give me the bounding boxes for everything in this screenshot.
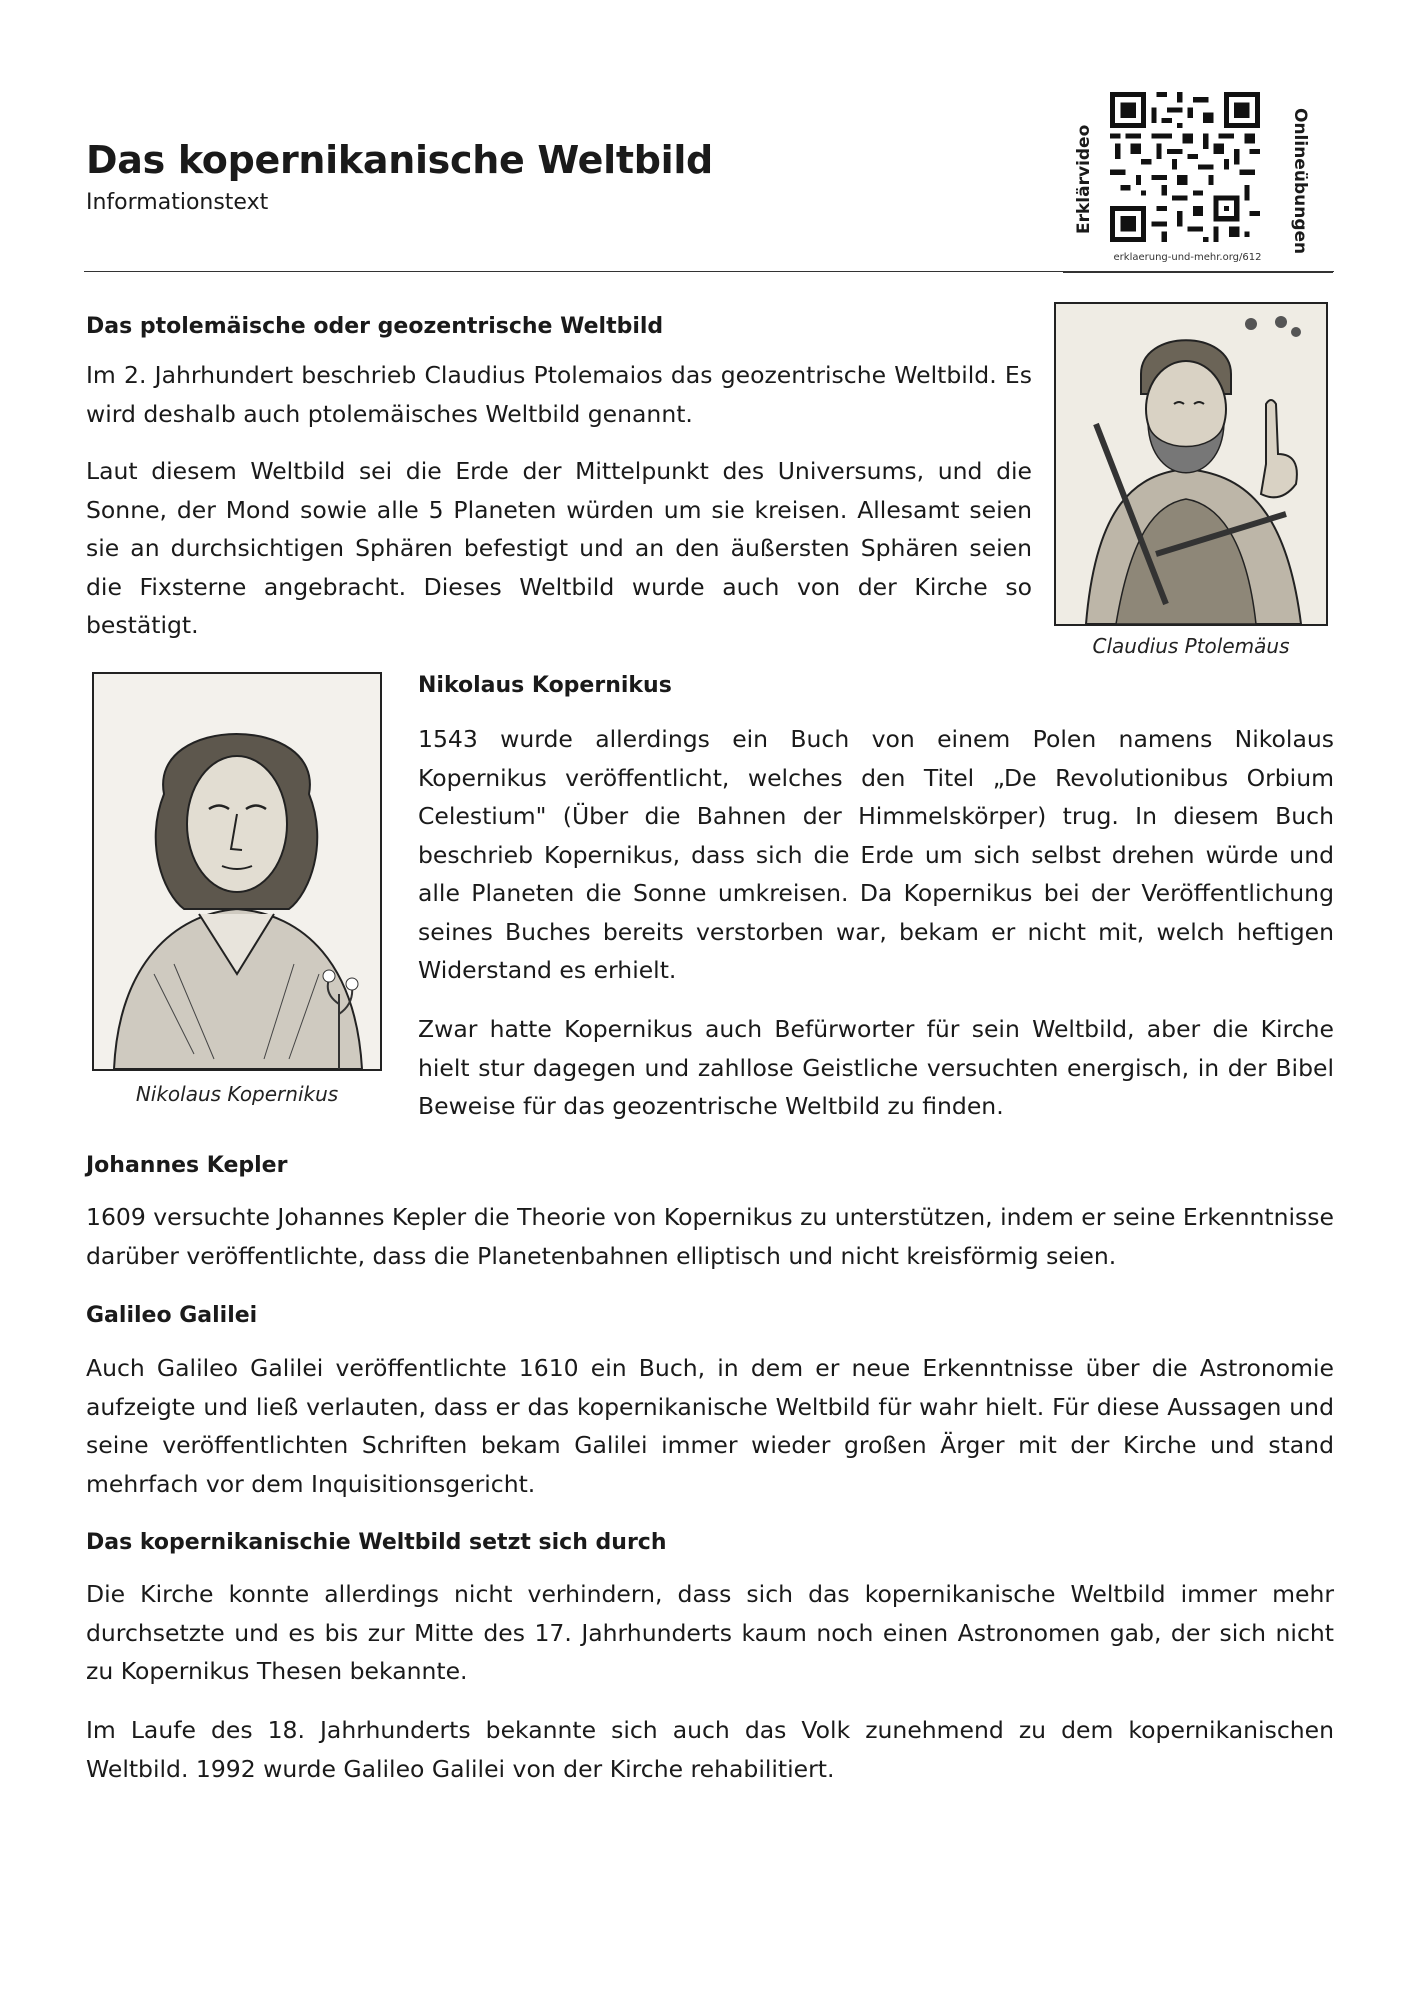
qr-code-icon[interactable]	[1110, 92, 1260, 242]
paragraph: Auch Galileo Galilei veröffentlichte 1610 ein Buch, in dem er neue Erkenntnisse über die Astronomie aufzeigte und ließ verlauten, dass er das kopernikanische Weltbild für wahr hielt. Für diese Aussagen und seine veröffentlichten Schriften bekam Galilei immer wieder großen Ärger mit der Kirche und stand mehrfach vor dem Inquisitionsgericht.	[86, 1354, 1334, 1498]
ptolemy-portrait-icon	[1056, 304, 1326, 624]
paragraph: 1609 versuchte Johannes Kepler die Theorie von Kopernikus zu unterstützen, indem er seine Erkenntnisse darüber veröffentlichte, dass die Planetenbahnen elliptisch und nicht kreisförmig seien.	[86, 1203, 1335, 1270]
qr-video-label: Erklärvideo	[1074, 124, 1094, 234]
section-heading-ptolemaic: Das ptolemäische oder geozentrische Weltbild	[86, 314, 664, 339]
copernicus-caption: Nikolaus Kopernikus	[135, 1082, 339, 1106]
qr-url: erklaerung-und-mehr.org/612	[1113, 252, 1262, 263]
page-subtitle: Informationstext	[86, 190, 269, 215]
section-heading-copernicus: Nikolaus Kopernikus	[418, 673, 672, 698]
paragraph: Laut diesem Weltbild sei die Erde der Mittelpunkt des Universums, und die Sonne, der Mond sowie alle 5 Planeten würden um sie kreisen. Allesamt seien sie an durchsichtigen Sphären befestigt und an den äußersten Sphären seien die Fixsterne angebracht. Dieses Weltbild wurde auch von der Kirche so bestätigt.	[86, 457, 1032, 639]
section-heading-galilei: Galileo Galilei	[86, 1303, 258, 1328]
copernicus-portrait-icon	[94, 674, 380, 1069]
paragraph: Zwar hatte Kopernikus auch Befürworter für sein Weltbild, aber die Kirche hielt stur dagegen und zahllose Geistliche versuchten energisch, in der Bibel Beweise für das geozentrische Weltbild zu finden.	[418, 1015, 1334, 1120]
header-divider	[84, 271, 1334, 272]
paragraph: 1543 wurde allerdings ein Buch von einem Polen namens Nikolaus Kopernikus veröffentlicht, welches den Titel „De Revolutionibus Orbium Celestium" (Über die Bahnen der Himmelskörper) trug. In diesem Buch beschrieb Kopernikus, dass sich die Erde um sich selbst drehen würde und alle Planeten die Sonne umkreisen. Da Kopernikus bei der Veröffentlichung seines Buches bereits verstorben war, bekam er nicht mit, welch heftigen Widerstand es erhielt.	[418, 725, 1334, 984]
page-title: Das kopernikanische Weltbild	[86, 138, 713, 182]
paragraph: Die Kirche konnte allerdings nicht verhindern, dass sich das kopernikanische Weltbild immer mehr durchsetzte und es bis zur Mitte des 17. Jahrhunderts kaum noch einen Astronomen gab, der sich nicht zu Kopernikus Thesen bekannte.	[86, 1580, 1334, 1685]
paragraph: Im 2. Jahrhundert beschrieb Claudius Ptolemaios das geozentrische Weltbild. Es wird deshalb auch ptolemäisches Weltbild genannt.	[86, 361, 1032, 428]
section-heading-kepler: Johannes Kepler	[86, 1153, 288, 1178]
ptolemy-portrait	[1054, 302, 1328, 626]
paragraph: Im Laufe des 18. Jahrhunderts bekannte sich auch das Volk zunehmend zu dem kopernikanischen Weltbild. 1992 wurde Galileo Galilei von der Kirche rehabilitiert.	[86, 1716, 1334, 1783]
section-heading-breakthrough: Das kopernikanischie Weltbild setzt sich durch	[86, 1530, 667, 1555]
copernicus-portrait	[92, 672, 382, 1071]
qr-exercises-label: Onlineübungen	[1290, 108, 1310, 255]
ptolemy-caption: Claudius Ptolemäus	[1092, 634, 1290, 658]
